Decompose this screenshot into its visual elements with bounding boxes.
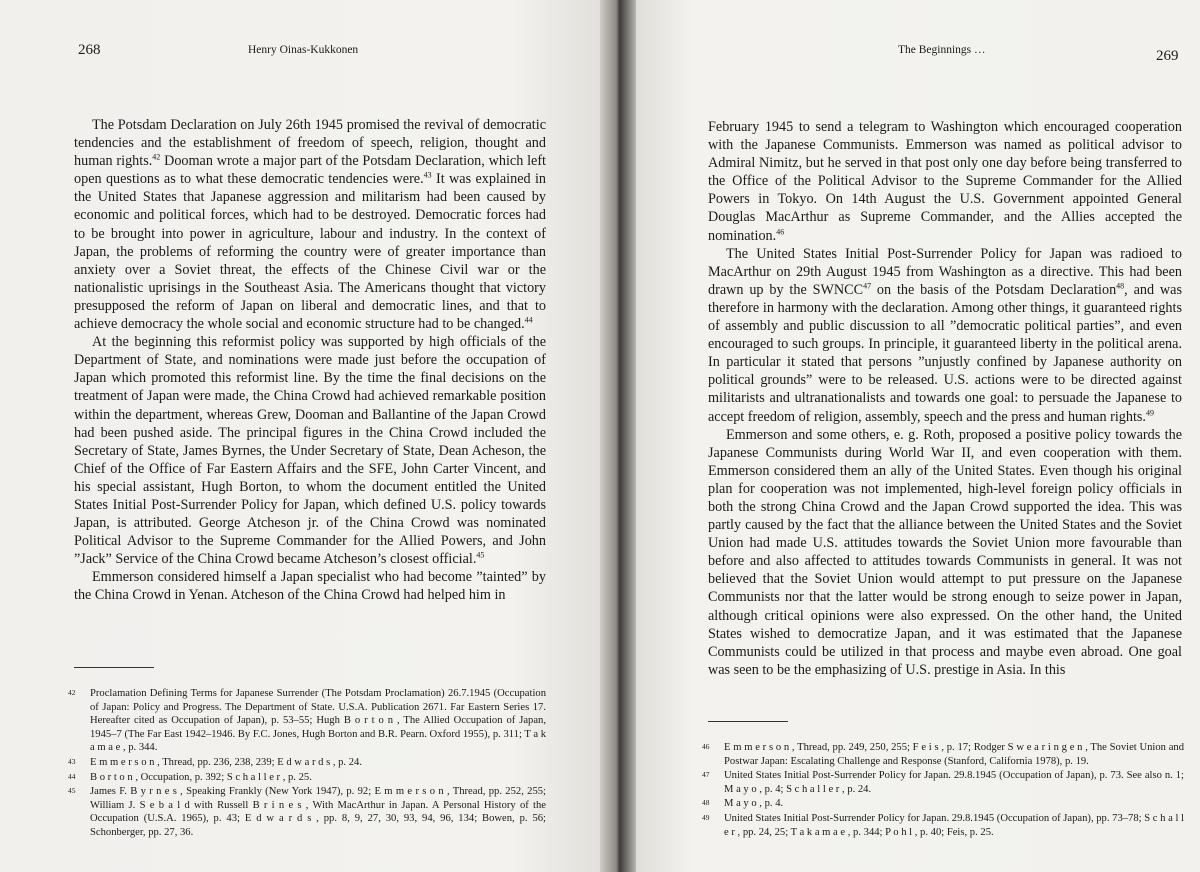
footnote-text: E m m e r s o n , Thread, pp. 249, 250, 255; F e i s , p. 17; Rodger S w e a r i n g e n , The Soviet Union and Postwar Japan: Escalating Challenge and Response (Stanford, California 1978), p. 19. bbox=[724, 742, 1184, 767]
footnote-number: 42 bbox=[68, 688, 76, 697]
footnotes bbox=[66, 687, 546, 841]
footnote-text: Proclamation Defining Terms for Japanese Surrender (The Potsdam Proclamation) 26.7.1945 (Occupation of Japan: Policy and Progress. The Department of State. U.S.A. Publication 2671. Far Eastern Series 17. Hereafter cited as Occupation of Japan), p. 53–55; Hugh B o r t o n , The Allied Occupation of Japan, 1945–7 (The Far East 1942–1946. By F.C. Jones, Hugh Borton and B.R. Pearn. Oxford 1955), p. 311; T a k a m a e , p. 344. bbox=[90, 688, 546, 754]
footnote-text: United States Initial Post-Surrender Policy for Japan. 29.8.1945 (Occupation of Japan), pp. 73–78; S c h a l l e r , pp. 24, 25; T a k a m a e , p. 344; P o h l , p. 40; Feis, p. 25. bbox=[724, 812, 1184, 838]
footnote-ref: 45 bbox=[476, 550, 485, 560]
page-number: 269 bbox=[1156, 48, 1179, 64]
paragraph bbox=[74, 568, 546, 604]
footnote bbox=[700, 812, 1184, 839]
footnote bbox=[66, 756, 546, 770]
footnote-text: United States Initial Post-Surrender Policy for Japan. 29.8.1945 (Occupation of Japan), p. 73. See also n. 1; M a y o , p. 4; S c h a l l e r , p. 24. bbox=[724, 770, 1184, 795]
running-head: The Beginnings … bbox=[898, 44, 986, 56]
footnotes bbox=[700, 741, 1184, 840]
footnote-text: James F. B y r n e s , Speaking Frankly (New York 1947), p. 92; E m m e r s o n , Thread, pp. 252, 255; William J. S e b a l d with Russell B r i n e s , With MacArthur in Japan. A Personal History of the Occupation (U.S.A. 1965), p. 43; E d w a r d s , pp. 8, 9, 27, 30, 93, 94, 96, 134; Bowen, p. 56; Schonberger, pp. 27, 36. bbox=[90, 786, 546, 838]
running-head: Henry Oinas-Kukkonen bbox=[248, 44, 359, 56]
paragraph bbox=[708, 245, 1182, 426]
footnote bbox=[700, 797, 1184, 811]
text-run: The United States Initial Post-Surrender Policy for Japan was radioed to MacArthur on 29th August 1945 from Washington as a directive. This had been drawn up by the SWNCC bbox=[708, 245, 1182, 298]
text-run: Dooman wrote a major part of the Potsdam Declaration, which left open questions as to what these democratic tendencies were. bbox=[74, 153, 546, 188]
text-run: Emmerson considered himself a Japan specialist who had become ”tainted” by the China Crowd in Yenan. Atcheson of the China Crowd had helped him in bbox=[74, 569, 546, 604]
footnote-number: 49 bbox=[702, 812, 710, 822]
footnote-number: 43 bbox=[68, 756, 76, 766]
paragraph bbox=[708, 426, 1182, 679]
text-run: February 1945 to send a telegram to Washington which encouraged cooperation with the Japanese Communists. Emmerson was named as political advisor to Admiral Nimitz, but he served in that post only one day before being transferred to the Office of the Political Advisor to the Supreme Commander for the Allied Powers in Tokyo. On 14th August the U.S. Government appointed General Douglas MacArthur as Supreme Commander, and the Allies accepted the nomination. bbox=[708, 119, 1182, 244]
footnote-ref: 46 bbox=[776, 226, 785, 236]
right-page bbox=[636, 0, 1200, 872]
text-run: At the beginning this reformist policy was supported by high officials of the Department of State, and nominations were made just before the occupation of Japan which promoted this reformist line. By the time the final decisions on the treatment of Japan were made, the China Crowd had achieved remarkable position within the department, whereas Grew, Dooman and Ballantine of the Japan Crowd had been pushed aside. The principal figures in the China Crowd included the Secretary of State, James Byrnes, the Under Secretary of State, Dean Acheson, the Chief of the Office of Far Eastern Affairs and the SFE, John Carter Vincent, and his special assistant, Hugh Borton, to whom the document entitled the United States Initial Post-Surrender Policy for Japan, which defined U.S. policy towards Japan, is attributed. George Atcheson jr. of the China Crowd was nominated Political Advisor to the Supreme Commander for the Allied Powers, and John ”Jack” Service of the China Crowd became Atcheson’s closest official. bbox=[74, 334, 546, 568]
footnote-ref: 48 bbox=[1116, 281, 1125, 291]
book-gutter bbox=[600, 0, 636, 872]
footnote bbox=[700, 769, 1184, 796]
footnote bbox=[66, 785, 546, 839]
footnote-rule bbox=[708, 721, 788, 722]
text-run: , and was therefore in harmony with the declaration. Among other things, it guaranteed rights of assembly and public discussion to all ”democratic political parties”, and even encouraged to such groups. In principle, it guaranteed liberty in the political arena. In particular it stated that persons ”unjustly confined by Japanese authority on political grounds” were to be released. U.S. actions were to be directed against militarists and ultranationalists and towards one goal: to persuade the Japanese to accept freedom of religion, assembly, speech and the press and human rights. bbox=[708, 281, 1182, 425]
footnote bbox=[66, 687, 546, 755]
paragraph bbox=[74, 116, 546, 333]
footnote-number: 47 bbox=[702, 770, 710, 780]
footnote-ref: 42 bbox=[152, 152, 161, 162]
footnote-ref: 47 bbox=[863, 281, 872, 291]
footnote-ref: 44 bbox=[524, 315, 533, 325]
footnote-number: 44 bbox=[68, 771, 76, 781]
body-text bbox=[74, 116, 546, 605]
paragraph bbox=[708, 118, 1182, 245]
footnote-number: 45 bbox=[68, 786, 76, 796]
text-run: Emmerson and some others, e. g. Roth, proposed a positive policy towards the Japanese Communists during World War II, and even cooperation with them. Emmerson considered them an ally of the United States. Even though his original plan for cooperation was not implemented, high-level foreign policy officials in both the strong China Crowd and the Japan Crowd supported the idea. This was partly caused by the fact that the alliance between the United States and the Soviet Union had made U.S. attitudes towards the Soviet Union more favourable than before and also affected to attitudes towards Communists in general. It was not believed that the Soviet Union would attempt to put pressure on the Japanese Communists nor that the latter would be strong enough to seize power in Japan, although critical opinions were also expressed. On the other hand, the United States wished to democratize Japan, and it was estimated that the Japanese Communists could be utilized in that process and maybe even abroad. One goal was seen to be the emphasizing of U.S. prestige in Asia. In this bbox=[708, 426, 1182, 678]
page-number: 268 bbox=[78, 42, 101, 58]
footnote-text: B o r t o n , Occupation, p. 392; S c h a l l e r , p. 25. bbox=[90, 771, 312, 783]
footnote-number: 48 bbox=[702, 798, 710, 808]
footnote bbox=[700, 741, 1184, 768]
text-run: It was explained in the United States that Japanese aggression and militarism had been caused by economic and political forces, which had to be destroyed. Democratic forces had to be brought into power in agriculture, labour and industry. In the context of Japan, the problems of reforming the country were of greater importance than anxiety over a Soviet threat, the effects of the Chinese Civil war or the nationalistic uprisings in the Southeast Asia. The Americans thought that victory presupposed the reform of Japan on liberal and democratic lines, and that to achieve democracy the whole social and economic structure had to be changed. bbox=[74, 171, 546, 333]
footnote-ref: 49 bbox=[1145, 407, 1154, 417]
paragraph bbox=[74, 333, 546, 568]
text-run: The Potsdam Declaration on July 26th 1945 promised the revival of democratic tendencies and the establishment of freedom of speech, religion, thought and human rights. bbox=[74, 117, 546, 170]
text-run: on the basis of the Potsdam Declaration bbox=[871, 281, 1117, 298]
footnote-text: M a y o , p. 4. bbox=[724, 798, 784, 810]
footnote-ref: 43 bbox=[423, 170, 432, 180]
footnote-number: 46 bbox=[702, 742, 710, 751]
footnote bbox=[66, 771, 546, 785]
body-text bbox=[708, 118, 1182, 679]
footnote-text: E m m e r s o n , Thread, pp. 236, 238, 239; E d w a r d s , p. 24. bbox=[90, 756, 362, 768]
footnote-rule bbox=[74, 667, 154, 668]
